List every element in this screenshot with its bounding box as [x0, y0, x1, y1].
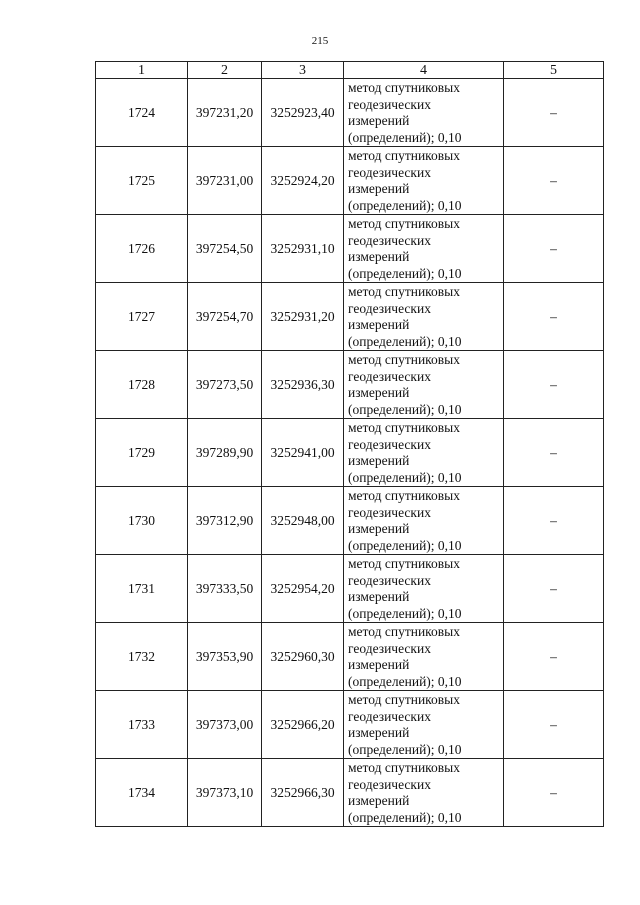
y-coordinate-cell: 3252923,40 [262, 79, 344, 147]
note-cell: – [504, 283, 604, 351]
method-line: (определений); 0,10 [348, 333, 462, 349]
x-coordinate-cell: 397273,50 [188, 351, 262, 419]
method-cell [344, 623, 504, 691]
x-coordinate-cell: 397254,50 [188, 215, 262, 283]
method-line: метод спутниковых [348, 148, 460, 163]
method-cell [344, 759, 504, 827]
table-row [96, 487, 604, 555]
table-row [96, 147, 604, 215]
method-line: геодезических [348, 708, 431, 724]
method-line: (определений); 0,10 [348, 673, 462, 689]
method-line: геодезических [348, 300, 431, 316]
x-coordinate-cell: 397231,00 [188, 147, 262, 215]
table-row [96, 283, 604, 351]
table-row [96, 555, 604, 623]
y-coordinate-cell: 3252936,30 [262, 351, 344, 419]
y-coordinate-cell: 3252924,20 [262, 147, 344, 215]
point-number-cell: 1732 [96, 623, 188, 691]
table-row [96, 759, 604, 827]
method-line: геодезических [348, 164, 431, 180]
method-line: метод спутниковых [348, 352, 460, 367]
method-line: метод спутниковых [348, 760, 460, 775]
method-line: (определений); 0,10 [348, 197, 462, 213]
method-line: метод спутниковых [348, 80, 460, 95]
note-cell: – [504, 691, 604, 759]
x-coordinate-cell: 397373,00 [188, 691, 262, 759]
header-col-3: 3 [262, 62, 344, 79]
method-line: метод спутниковых [348, 556, 460, 571]
table-row [96, 351, 604, 419]
method-line: измерений [348, 725, 410, 740]
method-line: геодезических [348, 572, 431, 588]
y-coordinate-cell: 3252948,00 [262, 487, 344, 555]
method-cell [344, 283, 504, 351]
method-line: метод спутниковых [348, 216, 460, 231]
method-line: (определений); 0,10 [348, 265, 462, 281]
y-coordinate-cell: 3252941,00 [262, 419, 344, 487]
method-line: измерений [348, 657, 410, 672]
method-line: измерений [348, 385, 410, 400]
point-number-cell: 1726 [96, 215, 188, 283]
method-cell [344, 691, 504, 759]
table-header [96, 62, 604, 79]
point-number-cell: 1729 [96, 419, 188, 487]
method-line: геодезических [348, 640, 431, 656]
method-cell [344, 215, 504, 283]
header-col-5: 5 [504, 62, 604, 79]
method-line: (определений); 0,10 [348, 605, 462, 621]
point-number-cell: 1725 [96, 147, 188, 215]
method-line: (определений); 0,10 [348, 129, 462, 145]
x-coordinate-cell: 397373,10 [188, 759, 262, 827]
method-cell [344, 351, 504, 419]
method-line: метод спутниковых [348, 692, 460, 707]
method-line: (определений); 0,10 [348, 469, 462, 485]
note-cell: – [504, 487, 604, 555]
method-line: геодезических [348, 504, 431, 520]
method-cell [344, 79, 504, 147]
method-line: геодезических [348, 232, 431, 248]
method-line: измерений [348, 521, 410, 536]
method-cell [344, 555, 504, 623]
point-number-cell: 1733 [96, 691, 188, 759]
method-line: метод спутниковых [348, 488, 460, 503]
method-line: (определений); 0,10 [348, 537, 462, 553]
x-coordinate-cell: 397289,90 [188, 419, 262, 487]
table-body [96, 79, 604, 827]
note-cell: – [504, 759, 604, 827]
method-line: метод спутниковых [348, 284, 460, 299]
method-line: измерений [348, 317, 410, 332]
note-cell: – [504, 623, 604, 691]
x-coordinate-cell: 397353,90 [188, 623, 262, 691]
header-col-1: 1 [96, 62, 188, 79]
point-number-cell: 1728 [96, 351, 188, 419]
method-line: измерений [348, 793, 410, 808]
y-coordinate-cell: 3252966,30 [262, 759, 344, 827]
y-coordinate-cell: 3252960,30 [262, 623, 344, 691]
point-number-cell: 1724 [96, 79, 188, 147]
header-col-4: 4 [344, 62, 504, 79]
method-line: геодезических [348, 96, 431, 112]
method-cell [344, 419, 504, 487]
method-line: метод спутниковых [348, 624, 460, 639]
x-coordinate-cell: 397231,20 [188, 79, 262, 147]
method-line: геодезических [348, 368, 431, 384]
method-cell [344, 487, 504, 555]
y-coordinate-cell: 3252931,10 [262, 215, 344, 283]
table-row [96, 215, 604, 283]
y-coordinate-cell: 3252931,20 [262, 283, 344, 351]
method-line: измерений [348, 113, 410, 128]
method-line: метод спутниковых [348, 420, 460, 435]
note-cell: – [504, 147, 604, 215]
method-cell [344, 147, 504, 215]
header-row [96, 62, 604, 79]
coordinates-table [95, 61, 604, 827]
y-coordinate-cell: 3252954,20 [262, 555, 344, 623]
note-cell: – [504, 351, 604, 419]
method-line: измерений [348, 181, 410, 196]
point-number-cell: 1734 [96, 759, 188, 827]
note-cell: – [504, 555, 604, 623]
method-line: (определений); 0,10 [348, 401, 462, 417]
method-line: измерений [348, 453, 410, 468]
point-number-cell: 1730 [96, 487, 188, 555]
table-row [96, 623, 604, 691]
page-number: 215 [311, 35, 329, 47]
table-row [96, 79, 604, 147]
method-line: (определений); 0,10 [348, 809, 462, 825]
method-line: геодезических [348, 776, 431, 792]
header-col-2: 2 [188, 62, 262, 79]
note-cell: – [504, 215, 604, 283]
method-line: измерений [348, 589, 410, 604]
method-line: (определений); 0,10 [348, 741, 462, 757]
point-number-cell: 1727 [96, 283, 188, 351]
x-coordinate-cell: 397312,90 [188, 487, 262, 555]
table-row [96, 691, 604, 759]
method-line: измерений [348, 249, 410, 264]
y-coordinate-cell: 3252966,20 [262, 691, 344, 759]
note-cell: – [504, 79, 604, 147]
x-coordinate-cell: 397254,70 [188, 283, 262, 351]
method-line: геодезических [348, 436, 431, 452]
x-coordinate-cell: 397333,50 [188, 555, 262, 623]
note-cell: – [504, 419, 604, 487]
table-row [96, 419, 604, 487]
point-number-cell: 1731 [96, 555, 188, 623]
